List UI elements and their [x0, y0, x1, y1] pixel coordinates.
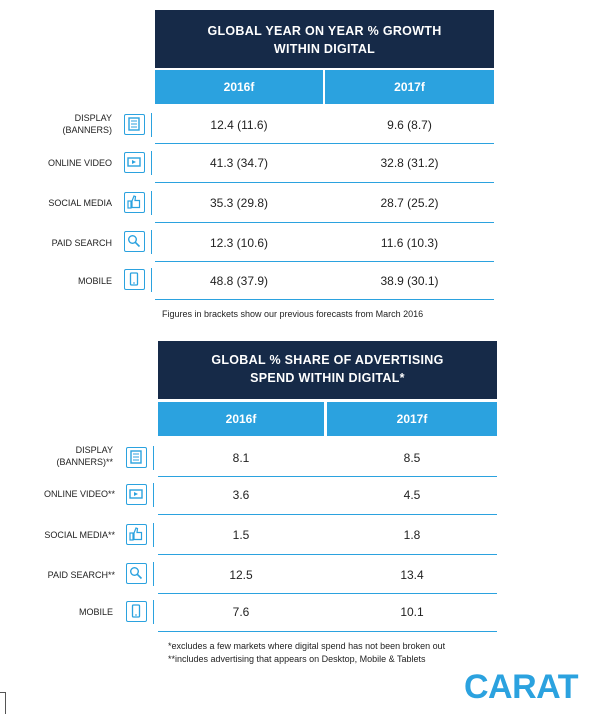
table1-cell-2016: 35.3 (29.8): [209, 196, 269, 210]
search-icon: [124, 231, 145, 252]
table2-cell-2017: 4.5: [403, 488, 421, 502]
search-icon: [126, 563, 147, 584]
table1-row-divider: [155, 182, 494, 183]
video-play-icon: [126, 484, 147, 505]
table2-row-separator: [153, 600, 154, 624]
table2-title-text: GLOBAL % SHARE OF ADVERTISING SPEND WITHIN DIGITAL*: [211, 353, 444, 385]
thumbs-up-icon: [124, 192, 145, 213]
table2-row-separator: [153, 523, 154, 547]
table2-cell-2016: 1.5: [232, 528, 250, 542]
corner-mark: [0, 692, 6, 714]
table1-cell-2016: 12.3 (10.6): [209, 236, 269, 250]
table2-row-divider: [158, 631, 497, 632]
table2-cell-2016: 8.1: [232, 451, 250, 465]
table1-cell-2017: 28.7 (25.2): [380, 196, 439, 210]
table2-row-divider: [158, 476, 497, 477]
table1-row-divider: [155, 261, 494, 262]
display-banner-icon: [126, 447, 147, 468]
table1-cell-2016: 12.4 (11.6): [210, 118, 268, 132]
table1-row-separator: [151, 230, 152, 254]
table1-row-separator: [151, 191, 152, 215]
display-banner-icon: [124, 114, 145, 135]
table1-footnote: Figures in brackets show our previous forecasts from March 2016: [162, 309, 424, 319]
table2-row-separator: [153, 483, 154, 507]
table2-row-divider: [158, 514, 497, 515]
table2-cell-2017: 13.4: [400, 568, 424, 582]
table2-cell-2017: 10.1: [400, 605, 424, 619]
mobile-phone-icon: [126, 601, 147, 622]
table2-cell-2017: 1.8: [403, 528, 421, 542]
table2-footnote-1: *excludes a few markets where digital spend has not been broken out: [168, 641, 446, 651]
table1-col-2017: 2017f: [325, 70, 494, 104]
table1-row-separator: [151, 151, 152, 175]
table1-cell-2017: 11.6 (10.3): [380, 236, 439, 250]
table1-title-text: GLOBAL YEAR ON YEAR % GROWTH WITHIN DIGITAL: [207, 24, 442, 56]
table2-row-label: SOCIAL MEDIA**: [44, 530, 115, 540]
table2-cell-2016: 3.6: [232, 488, 250, 502]
table1-col-2016: 2016f: [155, 70, 323, 104]
thumbs-up-icon: [126, 524, 147, 545]
table1-cell-2016: 41.3 (34.7): [209, 156, 269, 170]
table1-cell-2017: 9.6 (8.7): [387, 118, 432, 132]
table2-footnote-2: **includes advertising that appears on Desktop, Mobile & Tablets: [168, 654, 426, 664]
table1-row-label: PAID SEARCH: [51, 238, 112, 248]
table1-cell-2017: 38.9 (30.1): [380, 274, 439, 288]
table2-row-label: DISPLAY (BANNERS)**: [56, 445, 113, 467]
table1-row-label: MOBILE: [77, 276, 112, 286]
video-play-icon: [124, 152, 145, 173]
table1-row-divider: [155, 222, 494, 223]
table2-cell-2016: 12.5: [229, 568, 253, 582]
table2-cell-2016: 7.6: [232, 605, 250, 619]
table2-row-label: ONLINE VIDEO**: [43, 489, 115, 499]
table2-cell-2017: 8.5: [403, 451, 421, 465]
table2-col-2016: 2016f: [158, 402, 324, 436]
table2-row-label: PAID SEARCH**: [47, 570, 115, 580]
table1-row-label: SOCIAL MEDIA: [48, 198, 112, 208]
table1-row-separator: [151, 113, 152, 137]
table1-row-label: DISPLAY (BANNERS): [62, 113, 112, 135]
table1-row-divider: [155, 299, 494, 300]
carat-logo: CARAT: [464, 668, 578, 706]
mobile-phone-icon: [124, 269, 145, 290]
table1-row-divider: [155, 143, 494, 144]
table2-row-divider: [158, 593, 497, 594]
table2-row-divider: [158, 554, 497, 555]
table2-row-separator: [153, 446, 154, 470]
table2-title: [158, 341, 497, 399]
table1-row-separator: [151, 268, 152, 292]
table2-row-label: MOBILE: [78, 607, 113, 617]
table1-cell-2017: 32.8 (31.2): [380, 156, 439, 170]
table2-row-separator: [153, 562, 154, 586]
table1-cell-2016: 48.8 (37.9): [209, 274, 269, 288]
table2-col-2017: 2017f: [327, 402, 497, 436]
table1-row-label: ONLINE VIDEO: [47, 158, 112, 168]
table1-title: [155, 10, 494, 68]
